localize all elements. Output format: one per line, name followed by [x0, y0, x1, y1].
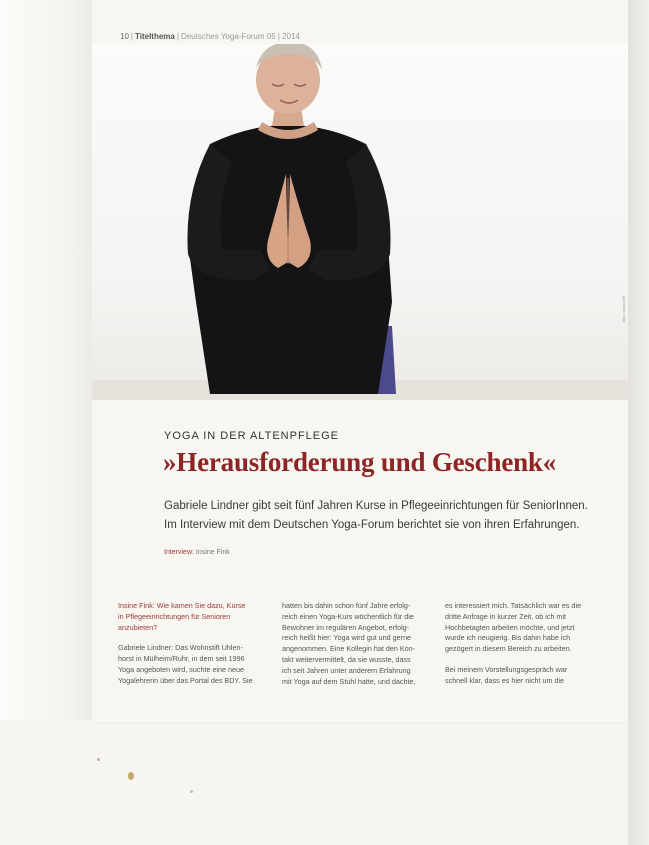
- byline-label: Interview:: [164, 549, 194, 556]
- yoga-woman-namaste-photo: [92, 44, 628, 400]
- text-line: anzubieten?: [118, 622, 158, 632]
- scan-speck: [97, 758, 100, 761]
- text-line: Yogalehrerin über das Portal des BDY. Sie: [118, 675, 253, 685]
- text-line: in Pflegeeinrichtungen für Senioren: [118, 611, 231, 621]
- photo-credit: foto: maria heil: [621, 295, 626, 322]
- interview-answer: [445, 601, 613, 655]
- scan-speck: [190, 790, 193, 793]
- text-line: wurde ich neugierig. Bis dahin habe ich: [445, 633, 571, 643]
- text-line: schnell klar, dass es hier nicht um die: [445, 675, 565, 685]
- interview-answer: [282, 601, 432, 687]
- text-line: Yoga angeboten wird, suchte eine neue: [118, 664, 245, 674]
- interview-question: [118, 601, 266, 633]
- text-column-3: [445, 601, 613, 697]
- scan-margin-bottom: [0, 720, 649, 845]
- lead-line: Im Interview mit dem Deutschen Yoga-Forum berichtet sie von ihren Erfahrungen.: [164, 519, 580, 531]
- scan-margin-right: [628, 0, 649, 845]
- text-line: Bewohner im regulären Angebot, erfolg-: [282, 622, 410, 632]
- text-line: Bei meinem Vorstellungsgespräch war: [445, 664, 568, 674]
- article-lead: [164, 497, 624, 535]
- scan-margin-left: [0, 0, 92, 845]
- article-kicker: YOGA IN DER ALTENPFLEGE: [164, 430, 340, 442]
- interview-answer: [118, 643, 266, 686]
- interview-answer: [445, 665, 613, 687]
- article-byline: [164, 549, 230, 556]
- article-headline: »Herausforderung und Geschenk«: [163, 447, 557, 477]
- text-line: Insine Fink: Wie kamen Sie dazu, Kurse: [118, 601, 246, 610]
- text-line: ich seit Jahren unter anderem Erfahrung: [282, 665, 411, 675]
- text-column-1: [118, 601, 266, 697]
- text-column-2: [282, 601, 432, 697]
- page-number: 10: [120, 32, 129, 41]
- text-line: mit Yoga auf dem Stuhl hatte, und dachte,: [282, 676, 416, 686]
- text-line: Hochbetagten arbeiten möchte, und jetzt: [445, 622, 575, 632]
- issue-label: Deutsches Yoga-Forum 05 | 2014: [180, 32, 300, 41]
- text-line: takt weitervermittelt, da sie wusste, dass: [282, 654, 411, 664]
- text-line: reich einen Yoga-Kurs wöchentlich für die: [282, 611, 414, 621]
- text-line: Gabriele Lindner: Das Wohnstift Uhlen-: [118, 643, 243, 653]
- section-label: Titelthema: [134, 32, 175, 41]
- text-line: dritte Anfrage in kurzer Zeit, ob ich mit: [445, 611, 567, 621]
- scan-speck: [128, 772, 134, 780]
- text-line: horst in Mülheim/Ruhr, in dem seit 1996: [118, 654, 245, 664]
- text-line: gezögert in diesem Bereich zu arbeiten.: [445, 644, 572, 654]
- lead-line: Gabriele Lindner gibt seit fünf Jahren Kurse in Pflegeeinrichtungen für SeniorInnen.: [164, 500, 588, 512]
- text-line: es interessiert mich. Tatsächlich war es die: [445, 601, 582, 610]
- text-line: hatten bis dahin schon fünf Jahre erfolg-: [282, 601, 411, 610]
- page-header: 10 | Titelthema | Deutsches Yoga-Forum 05 | 2014: [120, 32, 300, 41]
- byline-name: Insine Fink: [195, 549, 230, 556]
- text-line: angenommen. Eine Kollegin hat den Kon-: [282, 644, 416, 654]
- text-line: reich heißt hier: Yoga wird gut und gerne: [282, 633, 412, 643]
